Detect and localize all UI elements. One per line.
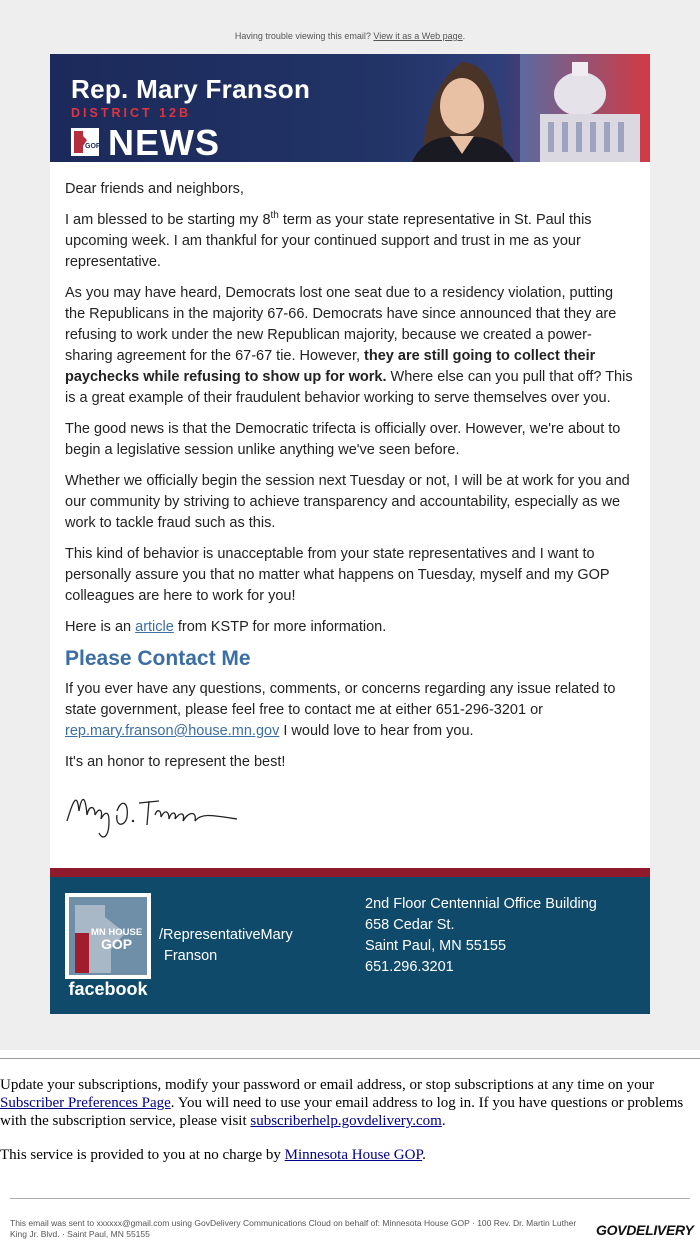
facebook-badge[interactable] (65, 893, 151, 1001)
capitol-image (520, 54, 650, 162)
banner-name: Rep. Mary Franson (71, 74, 311, 104)
office-address: 2nd Floor Centennial Office Building 658 Cedar St. Saint Paul, MN 55155 651.296.3201 (365, 896, 597, 975)
paragraph-behavior: This kind of behavior is unacceptable from your state representatives and I want to personally assure you that no matter what happens on Tuesday, myself and my GOP colleagues are here to work for you! (65, 546, 610, 604)
article-link[interactable]: article (135, 619, 174, 635)
footer-panel (50, 877, 650, 1014)
footer-accent-bar (50, 868, 650, 877)
view-web-page-link[interactable]: View it as a Web page (373, 31, 463, 41)
svg-text:GOP: GOP (85, 143, 101, 150)
subscriber-help-link[interactable]: subscriberhelp.govdelivery.com (250, 1113, 442, 1129)
portrait-image (402, 54, 522, 162)
paragraph-trifecta: The good news is that the Democratic trifecta is officially over. However, we're about to begin a legislative session unlike anything we've seen before. (65, 421, 621, 458)
salutation: Dear friends and neighbors, (65, 181, 244, 197)
bottom-divider (10, 1198, 690, 1199)
govdelivery-logo[interactable]: GOVDELIVERY (596, 1222, 694, 1238)
paragraph-term: I am blessed to be starting my 8th term as your state representative in St. Paul this upcoming week. I am thankful for your continued support and trust in me as your representative. (65, 210, 592, 270)
letter-body (50, 162, 650, 862)
view-web-notice: Having trouble viewing this email? View it as a Web page. (234, 31, 466, 41)
subscriber-preferences-link[interactable]: Subscriber Preferences Page (0, 1095, 171, 1111)
email-container (50, 54, 650, 1014)
contact-heading: Please Contact Me (65, 647, 251, 670)
legal-footer: This email was sent to xxxxxx@gmail.com using GovDelivery Communications Cloud on behalf of: Minnesota House GOP · 100 Rev. Dr. Martin Luther King Jr. Blvd. · Saint Paul, MN 55155 (10, 1218, 577, 1239)
svg-text:MN HOUSE: MN HOUSE (91, 927, 143, 938)
paragraph-majority: As you may have heard, Democrats lost one seat due to a residency violation, putting the Republicans in the majority 67-66. Democrats have since announced that they are refusing to work under the new Republican majority, because we created a power-sharing agreement for the 67-67 tie. However, they are still going to collect their paychecks while refusing to show up for work. Where else can you pull that off? This is a great example of their fraudulent behavior working to serve themselves over you. (65, 285, 633, 406)
banner-news: NEWS (108, 122, 220, 163)
signature-image (65, 781, 245, 847)
paragraph-article: Here is an article from KSTP for more information. (65, 619, 387, 635)
mn-house-gop-logo-icon (65, 893, 151, 979)
newsletter-banner (50, 54, 650, 162)
trouble-text: Having trouble viewing this email? (234, 31, 371, 41)
subscription-notice: Update your subscriptions, modify your password or email address, or stop subscriptions at any time on your Subscriber Preferences Page. You will need to use your email address to log in. If you have questions or problems with the subscription service, please visit subscriberhelp.govdelivery.com. This service is provided to you at no charge by Minnesota House GOP. (0, 1076, 700, 1180)
divider (0, 1058, 700, 1059)
facebook-label: facebook (68, 979, 148, 999)
mn-gop-logo-icon (71, 128, 99, 156)
paragraph-contact: If you ever have any questions, comments, or concerns regarding any issue related to state government, please feel free to contact me at either 651-296-3201 or rep.mary.franson@house.mn.gov I would love to hear from you. (65, 681, 616, 739)
paragraph-session: Whether we officially begin the session next Tuesday or not, I will be at work for you and our community by striving to achieve transparency and accountability, especially as we work to tackle fraud such as this. (65, 473, 630, 531)
closing-line: It's an honor to represent the best! (65, 754, 286, 770)
banner-district: DISTRICT 12B (71, 106, 192, 120)
svg-text:GOP: GOP (101, 936, 133, 952)
email-link[interactable]: rep.mary.franson@house.mn.gov (65, 723, 280, 739)
minnesota-house-gop-link[interactable]: Minnesota House GOP (284, 1147, 423, 1163)
facebook-handle[interactable]: /RepresentativeMary Franson (159, 927, 293, 964)
